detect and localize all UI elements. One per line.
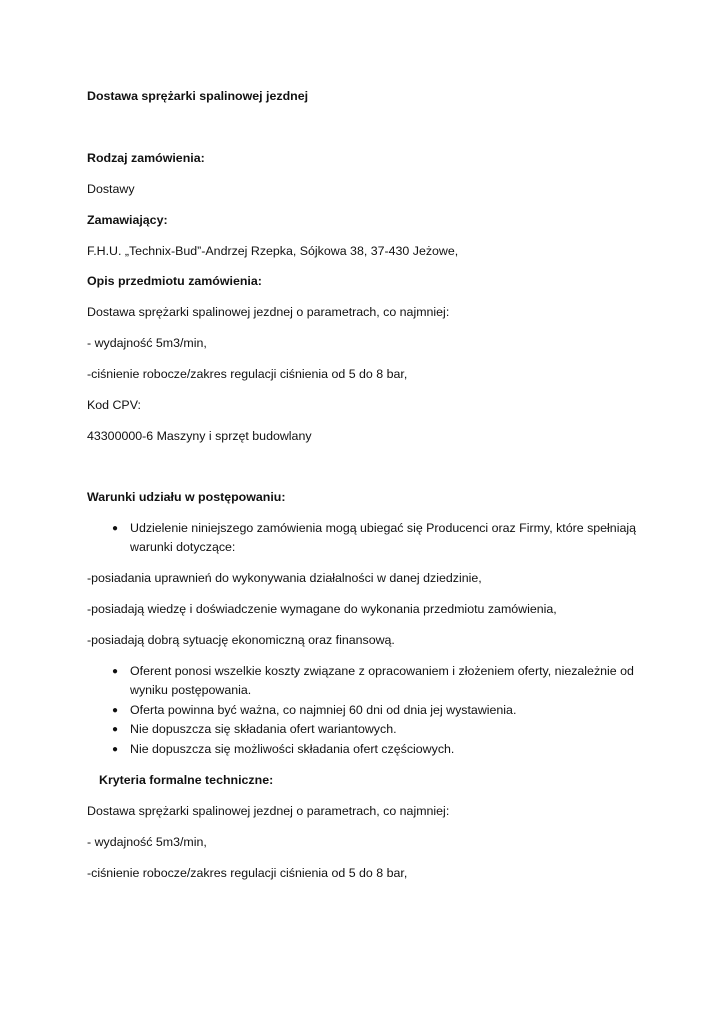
subject-intro: Dostawa sprężarki spalinowej jezdnej o parametrach, co najmniej: [87, 305, 450, 319]
bullet-offer-validity [108, 702, 668, 720]
bullet-variant-offers [108, 721, 668, 739]
subject-param-capacity: - wydajność 5m3/min, [87, 336, 207, 350]
criteria-heading: Kryteria formalne techniczne: [99, 773, 274, 787]
ordering-party-heading: Zamawiający: [87, 213, 168, 227]
bullet-text-continued: wyniku postępowania. [130, 683, 252, 697]
criteria-param-pressure: -ciśnienie robocze/zakres regulacji ciśnienia od 5 do 8 bar, [87, 866, 408, 880]
criteria-intro: Dostawa sprężarki spalinowej jezdnej o parametrach, co najmniej: [87, 804, 450, 818]
bullet-text: Oferta powinna być ważna, co najmniej 60 dni od dnia jej wystawienia. [130, 703, 517, 717]
subject-heading: Opis przedmiotu zamówienia: [87, 274, 262, 288]
document-title: Dostawa sprężarki spalinowej jezdnej [87, 89, 309, 103]
order-type-heading: Rodzaj zamówienia: [87, 151, 205, 165]
condition-permissions: -posiadania uprawnień do wykonywania działalności w danej dziedzinie, [87, 571, 482, 585]
condition-knowledge: -posiadają wiedzę i doświadczenie wymagane do wykonania przedmiotu zamówienia, [87, 602, 557, 616]
bullet-icon: ● [111, 724, 119, 735]
subject-param-pressure: -ciśnienie robocze/zakres regulacji ciśnienia od 5 do 8 bar, [87, 367, 408, 381]
conditions-heading: Warunki udziału w postępowaniu: [87, 490, 286, 504]
order-type-value: Dostawy [87, 182, 135, 196]
bullet-text: Oferent ponosi wszelkie koszty związane z opracowaniem i złożeniem oferty, niezależnie od [130, 664, 634, 678]
bullet-icon: ● [111, 523, 119, 534]
bullet-text-continued: warunki dotyczące: [130, 540, 236, 554]
cpv-label: Kod CPV: [87, 398, 141, 412]
bullet-partial-offers [108, 741, 668, 759]
conditions-bullet-eligibility [108, 520, 668, 554]
cpv-value: 43300000-6 Maszyny i sprzęt budowlany [87, 429, 312, 443]
bullet-icon: ● [111, 666, 119, 677]
ordering-party-value: F.H.U. „Technix-Bud”-Andrzej Rzepka, Sójkowa 38, 37-430 Jeżowe, [87, 244, 459, 258]
bullet-icon: ● [111, 705, 119, 716]
bullet-text: Udzielenie niniejszego zamówienia mogą ubiegać się Producenci oraz Firmy, które spełniają [130, 521, 636, 535]
criteria-param-capacity: - wydajność 5m3/min, [87, 835, 207, 849]
bullet-text: Nie dopuszcza się składania ofert wariantowych. [130, 722, 397, 736]
bullet-text: Nie dopuszcza się możliwości składania ofert częściowych. [130, 742, 455, 756]
bullet-icon: ● [111, 744, 119, 755]
bullet-costs [108, 663, 668, 697]
condition-financial: -posiadają dobrą sytuację ekonomiczną oraz finansową. [87, 633, 395, 647]
